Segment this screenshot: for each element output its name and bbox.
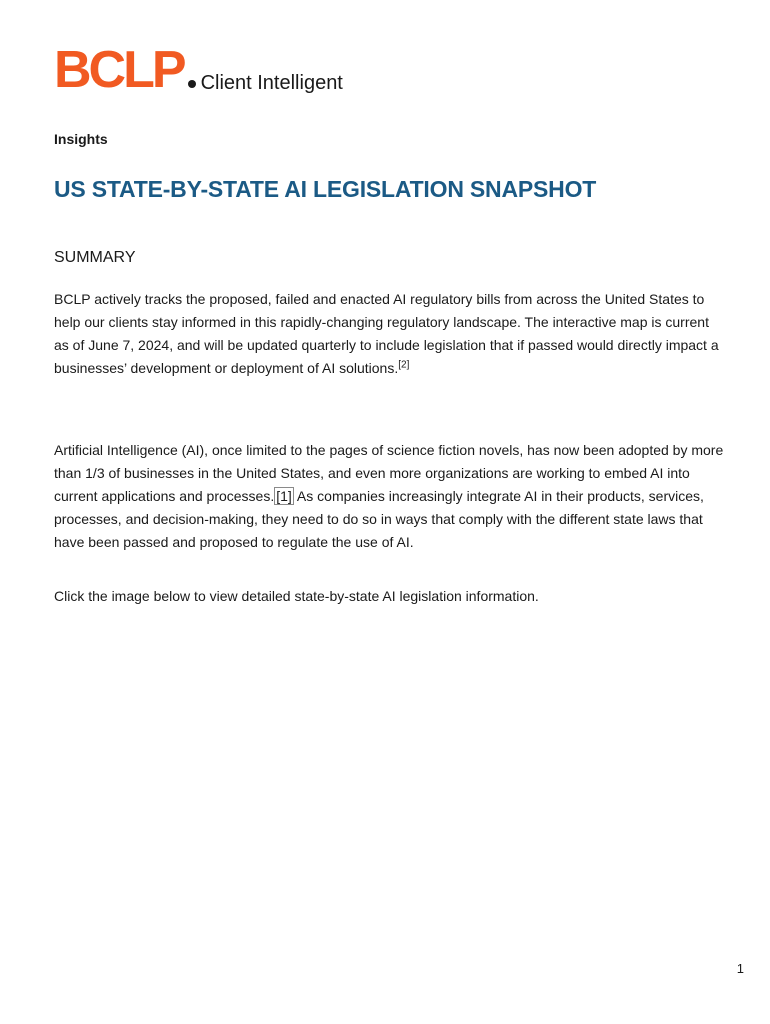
logo-dot-icon	[188, 80, 196, 88]
footnote-ref-2[interactable]: [2]	[398, 359, 410, 371]
cta-paragraph: Click the image below to view detailed state-by-state AI legislation information.	[54, 588, 539, 604]
category-label: Insights	[54, 131, 108, 147]
page-title: US STATE-BY-STATE AI LEGISLATION SNAPSHOT	[54, 176, 597, 202]
body-text-b: As companies increasingly integrate AI in their products, services, processes, and decision-making, they need to do so in ways that comply with the different state laws that have been passed and proposed to regulate the use of AI.	[54, 488, 704, 550]
logo-mark: BCLP	[54, 41, 184, 99]
summary-paragraph	[54, 288, 724, 380]
body-text-a: Artificial Intelligence (AI), once limited to the pages of science fiction novels, has now been adopted by more than 1/3 of businesses in the United States, and even more organizations are working to embed AI into current applications and processes.	[54, 442, 724, 504]
body-paragraph	[54, 439, 724, 554]
summary-text: BCLP actively tracks the proposed, failed and enacted AI regulatory bills from across the United States to help our clients stay informed in this rapidly-changing regulatory landscape. The interactive map is current as of June 7, 2024, and will be updated quarterly to include legislation that if passed would directly impact a businesses’ development or deployment of AI solutions.	[54, 291, 719, 376]
logo-tagline: Client Intelligent	[200, 72, 343, 94]
bclp-logo[interactable]	[54, 41, 343, 99]
summary-heading: SUMMARY	[54, 249, 136, 266]
page-number: 1	[736, 961, 744, 976]
footnote-ref-1[interactable]: [1]	[276, 488, 292, 504]
